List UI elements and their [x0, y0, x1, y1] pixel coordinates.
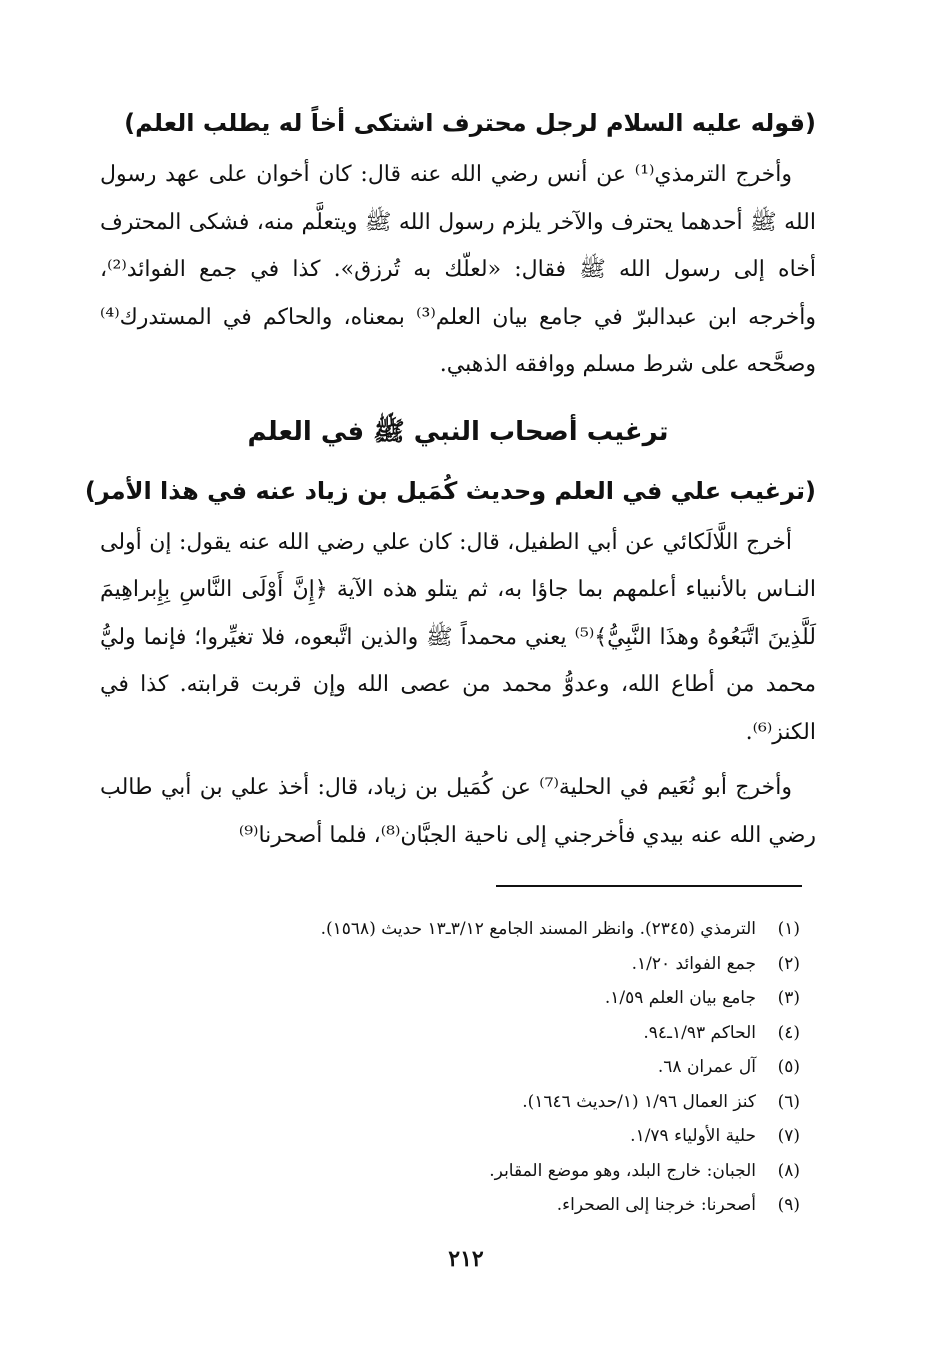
chapter-heading: ترغيب أصحاب النبي ﷺ في العلم	[247, 416, 669, 447]
footnote	[100, 1050, 800, 1085]
footnote	[100, 947, 800, 982]
section-heading-2: (ترغيب علي في العلم وحديث كُمَيل بن زياد عنه في هذا الأمر)	[84, 476, 816, 505]
footnote	[100, 1085, 800, 1120]
footnote	[100, 1188, 800, 1223]
footnote-number: (٦)	[777, 1091, 800, 1112]
footnote-text: الترمذي (٢٣٤٥). وانظر المسند الجامع ٣/١٢ـ١٣ حديث (١٥٦٨).	[320, 919, 756, 939]
page-number: ٢١٢	[448, 1246, 484, 1272]
section-heading-1: (قوله عليه السلام لرجل محترف اشتكى أخاً له يطلب العلم)	[124, 109, 816, 137]
footnote-number: (٥)	[777, 1057, 800, 1077]
footnotes	[100, 912, 800, 1223]
paragraph-1-text: وأخرج الترمذي⁽¹⁾ عن أنس رضي الله عنه قال: كان أخوان على عهد رسول الله ﷺ أحدهما يحترف والآخر يلزم رسول الله ﷺ ويتعلَّم منه، فشكى المحترف أخاه إلى رسول الله ﷺ فقال: «لعلّك به تُرزق». كذا في جمع الفوائد⁽²⁾، وأخرجه ابن عبدالبرّ في جامع بيان العلم⁽³⁾ بمعناه، والحاكم في المستدرك⁽⁴⁾ وصحَّحه على شرط مسلم ووافقه الذهبي.	[100, 162, 816, 377]
footnote-text: كنز العمال ١/٩٦ (١/حديث ١٦٤٦).	[522, 1091, 756, 1112]
paragraph-3-text: وأخرج أبو نُعَيم في الحلية⁽⁷⁾ عن كُمَيل بن زياد، قال: أخذ علي بن أبي طالب رضي الله عنه بيدي فأخرجني إلى ناحية الجبَّان⁽⁸⁾، فلما أصحرنا⁽⁹⁾	[100, 775, 816, 848]
footnote	[100, 1119, 800, 1154]
paragraph-3	[100, 764, 816, 859]
paragraph-1	[100, 151, 816, 389]
footnote-text: آل عمران ٦٨.	[657, 1057, 756, 1077]
footnote-number: (٨)	[777, 1160, 800, 1181]
footnote-text: جمع الفوائد ١/٢٠.	[631, 953, 756, 974]
footnote-text: أصحرنا: خرجنا إلى الصحراء.	[556, 1195, 756, 1215]
footnote-number: (٧)	[777, 1126, 800, 1146]
footnote	[100, 1016, 800, 1051]
footnote	[100, 1154, 800, 1189]
footnote-text: الحاكم ١/٩٣ـ٩٤.	[643, 1022, 756, 1043]
footnote	[100, 981, 800, 1016]
footnote-text: الجبان: خارج البلد، وهو موضع المقابر.	[489, 1160, 756, 1181]
footnote-number: (٢)	[777, 953, 800, 974]
footnote-number: (٩)	[777, 1195, 800, 1215]
footnote-text: جامع بيان العلم ١/٥٩.	[604, 988, 756, 1008]
footnote-text: حلية الأولياء ١/٧٩.	[630, 1126, 756, 1146]
footnote-number: (٣)	[777, 988, 800, 1008]
footnote	[100, 912, 800, 947]
footnote-number: (٤)	[777, 1022, 800, 1043]
spacer	[100, 389, 816, 397]
page-body	[84, 95, 817, 859]
spacer	[100, 756, 816, 764]
footnote-separator	[496, 885, 802, 887]
paragraph-2-text: أخرج اللَّالَكائي عن أبي الطفيل، قال: كان علي رضي الله عنه يقول: إن أولى النـاس بالأنبياء أعلمهم بما جاؤا به، ثم يتلو هذه الآية ﴿إِنَّ أَوْلَى النَّاسِ بِإِبراهِيمَ لَلَّذِينَ اتَّبَعُوهُ وهذَا النَّبِيُّ﴾⁽⁵⁾ يعني محمداً ﷺ والذين اتَّبعوه، فلا تغيِّروا؛ فإنما وليُّ محمد من أطاع الله، وعدوُّ محمد من عصى الله وإن قربت قرابته. كذا في الكنز⁽⁶⁾.	[100, 529, 817, 745]
footnote-number: (١)	[777, 919, 800, 939]
paragraph-2	[100, 519, 816, 757]
